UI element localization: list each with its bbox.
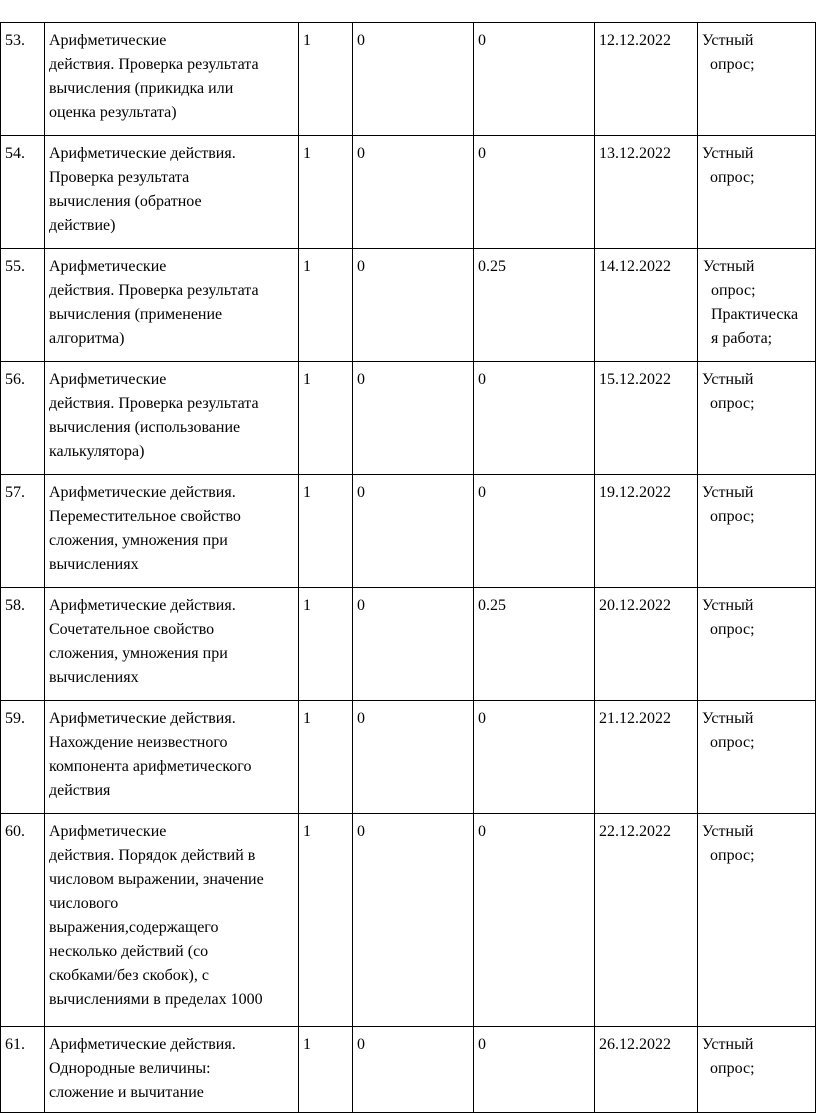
lesson-date: 26.12.2022 [595, 1027, 698, 1113]
practical-works: 0 [474, 362, 595, 475]
hours-total: 1 [299, 23, 353, 136]
lesson-topic: Арифметические действия. Нахождение неизвестного компонента арифметического действия [45, 701, 299, 814]
table-row [1, 475, 816, 588]
lesson-number: 55. [1, 249, 45, 362]
lesson-number: 58. [1, 588, 45, 701]
table-row [1, 814, 816, 1027]
hours-total: 1 [299, 1027, 353, 1113]
lesson-date: 15.12.2022 [595, 362, 698, 475]
table-row [1, 701, 816, 814]
control-form: Устный опрос; [698, 475, 816, 588]
control-form: Устный опрос; [698, 23, 816, 136]
table-row [1, 1027, 816, 1113]
control-form: Устный опрос; [698, 136, 816, 249]
hours-total: 1 [299, 814, 353, 1027]
practical-works: 0 [474, 814, 595, 1027]
control-form: Устный опрос; [698, 701, 816, 814]
lesson-date: 12.12.2022 [595, 23, 698, 136]
lesson-date: 22.12.2022 [595, 814, 698, 1027]
table-row [1, 23, 816, 136]
lesson-number: 54. [1, 136, 45, 249]
hours-total: 1 [299, 362, 353, 475]
control-form: Устный опрос; [698, 362, 816, 475]
lesson-topic: Арифметические действия. Переместительное свойство сложения, умножения при вычислениях [45, 475, 299, 588]
table-row [1, 136, 816, 249]
lesson-date: 13.12.2022 [595, 136, 698, 249]
lesson-date: 20.12.2022 [595, 588, 698, 701]
lesson-topic: Арифметические действия. Проверка результата вычисления (применение алгоритма) [45, 249, 299, 362]
hours-total: 1 [299, 136, 353, 249]
lesson-number: 56. [1, 362, 45, 475]
control-works: 0 [353, 588, 474, 701]
lesson-topic: Арифметические действия. Проверка результата вычисления (прикидка или оценка результата) [45, 23, 299, 136]
control-form: Устный опрос; [698, 814, 816, 1027]
hours-total: 1 [299, 475, 353, 588]
lesson-topic: Арифметические действия. Проверка результата вычисления (обратное действие) [45, 136, 299, 249]
lesson-number: 59. [1, 701, 45, 814]
lesson-topic: Арифметические действия. Сочетательное свойство сложения, умножения при вычислениях [45, 588, 299, 701]
practical-works: 0 [474, 136, 595, 249]
table-row [1, 362, 816, 475]
control-works: 0 [353, 701, 474, 814]
control-form: Устный опрос; [698, 1027, 816, 1113]
lesson-date: 14.12.2022 [595, 249, 698, 362]
lesson-number: 61. [1, 1027, 45, 1113]
practical-works: 0 [474, 23, 595, 136]
lesson-number: 53. [1, 23, 45, 136]
control-works: 0 [353, 814, 474, 1027]
table-row [1, 249, 816, 362]
control-works: 0 [353, 1027, 474, 1113]
hours-total: 1 [299, 249, 353, 362]
control-works: 0 [353, 362, 474, 475]
control-works: 0 [353, 136, 474, 249]
practical-works: 0.25 [474, 588, 595, 701]
control-works: 0 [353, 249, 474, 362]
hours-total: 1 [299, 701, 353, 814]
lesson-date: 19.12.2022 [595, 475, 698, 588]
lesson-plan-table [0, 22, 816, 1113]
lesson-number: 57. [1, 475, 45, 588]
table-row [1, 588, 816, 701]
practical-works: 0 [474, 475, 595, 588]
lesson-topic: Арифметические действия. Проверка результата вычисления (использование калькулятора) [45, 362, 299, 475]
lesson-date: 21.12.2022 [595, 701, 698, 814]
lesson-number: 60. [1, 814, 45, 1027]
control-works: 0 [353, 475, 474, 588]
practical-works: 0 [474, 701, 595, 814]
practical-works: 0 [474, 1027, 595, 1113]
hours-total: 1 [299, 588, 353, 701]
control-form: Устный опрос; [698, 588, 816, 701]
practical-works: 0.25 [474, 249, 595, 362]
lesson-topic: Арифметические действия. Порядок действий в числовом выражении, значение числового выражения,содержащего несколько действий (со скобками/без скобок), с вычислениями в пределах 1000 [45, 814, 299, 1027]
control-works: 0 [353, 23, 474, 136]
lesson-topic: Арифметические действия. Однородные величины: сложение и вычитание [45, 1027, 299, 1113]
control-form: Устный опрос; Практическа я работа; [698, 249, 816, 362]
